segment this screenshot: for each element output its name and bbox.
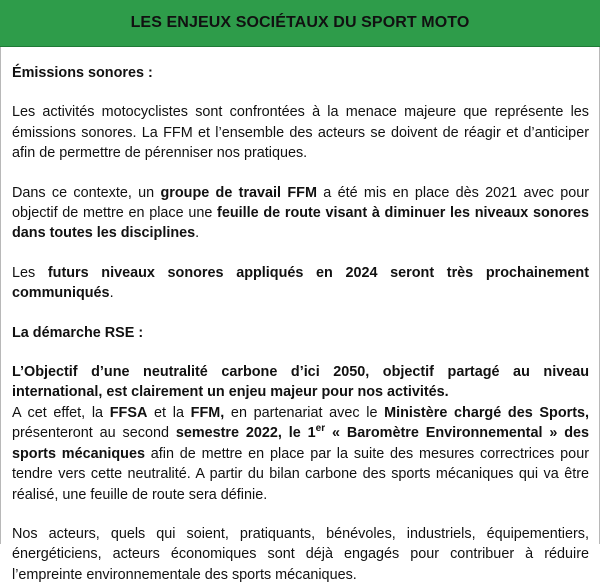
document-body bbox=[12, 63, 589, 585]
title-banner bbox=[0, 0, 600, 47]
section-heading-noise: Émissions sonores : bbox=[12, 65, 153, 81]
paragraph-noise-intro: Les activités motocyclistes sont confrontées à la menace majeure que représente les émissions sonores. La FFM et l’ensemble des acteurs se doivent de réagir et d’anticiper afin de permettre de pérenniser nos pratiques. bbox=[12, 104, 589, 162]
bold-text: « Baromètre Environnemental » des sports mécaniques bbox=[12, 425, 590, 462]
bold-text: FFSA bbox=[109, 404, 148, 421]
section-heading-rse: La démarche RSE : bbox=[12, 324, 144, 341]
bold-text: semestre 2022, le 1 bbox=[175, 425, 316, 442]
bold-text: groupe de travail FFM bbox=[160, 184, 317, 201]
superscript: er bbox=[315, 423, 326, 435]
paragraph-noise-context: Dans ce contexte, un groupe de travail FFM a été mis en place dès 2021 avec pour objectif de mettre en place une feuille de route visant à diminuer les niveaux sonores dans toutes les disciplines. bbox=[12, 184, 589, 242]
paragraph-rse-lead: L’Objectif d’une neutralité carbone d’ici 2050, objectif partagé au niveau international, est clairement un enjeu majeur pour nos activités. bbox=[12, 364, 589, 401]
bold-text: FFM, bbox=[190, 404, 225, 421]
bold-text: feuille de route visant à diminuer les niveaux sonores dans toutes les disciplines bbox=[12, 205, 589, 242]
paragraph-noise-levels: Les futurs niveaux sonores appliqués en 2024 seront très prochainement communiqués. bbox=[12, 264, 590, 302]
page-title: LES ENJEUX SOCIÉTAUX DU SPORT MOTO bbox=[130, 14, 470, 31]
paragraph-rse-closing: Nos acteurs, quels qui soient, pratiquants, bénévoles, industriels, équipementiers, énergéticiens, acteurs économiques sont déjà engagés pour contribuer à réduire l’empreinte environnementale des sports mécaniques. bbox=[12, 525, 589, 583]
bold-text: futurs niveaux sonores appliqués en 2024 seront très prochainement communiqués bbox=[12, 264, 590, 302]
bold-text: Ministère chargé des Sports, bbox=[384, 404, 590, 421]
paragraph-rse-barometer: A cet effet, la FFSA et la FFM, en partenariat avec le Ministère chargé des Sports, présenteront au second semestre 2022, le 1er « Baromètre Environnemental » des sports mécaniques afin de mettre en place par la suite des mesures correctrices pour tendre vers cette neutralité. A partir du bilan carbone des sports mécaniques qui va être réalisé, une feuille de route sera définie. bbox=[12, 404, 590, 503]
